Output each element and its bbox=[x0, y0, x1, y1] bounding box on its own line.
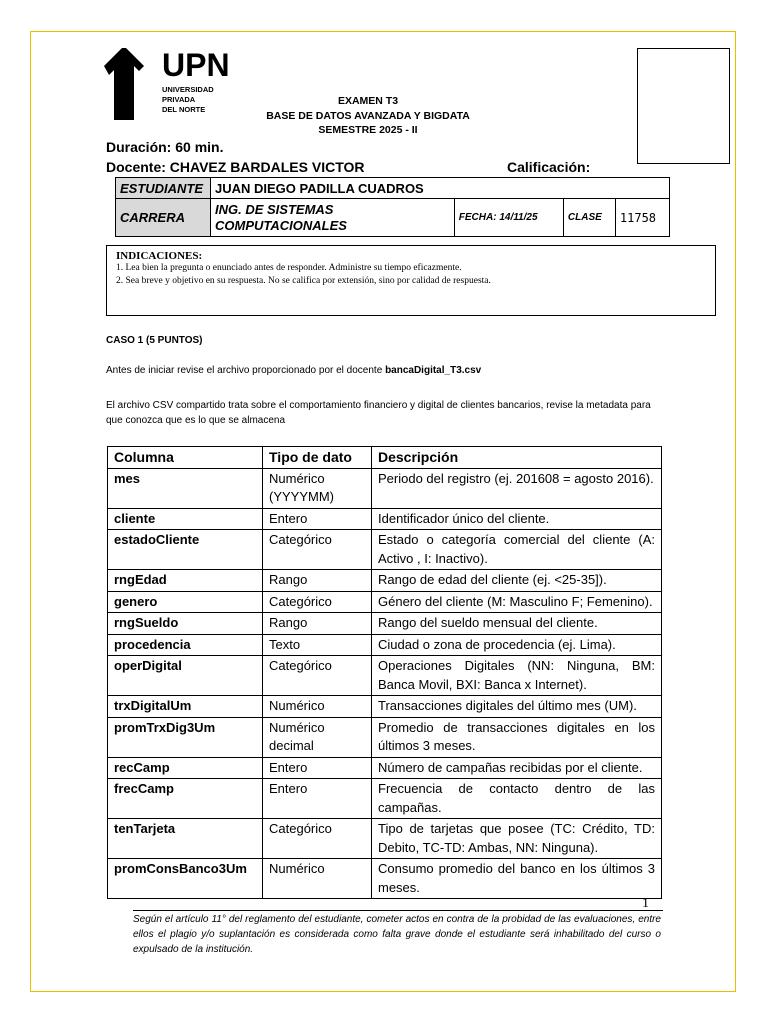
column-name-cell: operDigital bbox=[108, 656, 263, 696]
description-cell: Estado o categoría comercial del cliente (A: Activo , I: Inactivo). bbox=[372, 530, 662, 570]
duration: Duración: 60 min. bbox=[106, 139, 224, 155]
column-name-cell: estadoCliente bbox=[108, 530, 263, 570]
table-row bbox=[108, 757, 662, 779]
data-type-cell: Categórico bbox=[263, 819, 372, 859]
column-name-cell: mes bbox=[108, 468, 263, 508]
data-type-cell: Entero bbox=[263, 757, 372, 779]
table-row bbox=[108, 613, 662, 635]
logo-subtitle: UNIVERSIDAD PRIVADA DEL NORTE bbox=[162, 85, 214, 114]
column-name-cell: cliente bbox=[108, 508, 263, 530]
footer-divider bbox=[133, 910, 663, 911]
header-column: Columna bbox=[108, 447, 263, 469]
description-cell: Consumo promedio del banco en los últimos 3 meses. bbox=[372, 859, 662, 899]
class-value: 11758 bbox=[615, 199, 669, 237]
student-name: JUAN DIEGO PADILLA CUADROS bbox=[211, 178, 670, 199]
career-value: ING. DE SISTEMAS COMPUTACIONALES bbox=[211, 199, 455, 237]
data-type-cell: Numérico bbox=[263, 696, 372, 718]
data-type-cell: Numérico bbox=[263, 859, 372, 899]
column-name-cell: frecCamp bbox=[108, 779, 263, 819]
description-cell: Periodo del registro (ej. 201608 = agosto 2016). bbox=[372, 468, 662, 508]
photo-box bbox=[637, 48, 730, 164]
instructions-title: INDICACIONES: bbox=[116, 250, 203, 262]
instruction-item: 2. Sea breve y objetivo en su respuesta. No se califica por extensión, sino por calidad de respuesta. bbox=[116, 276, 491, 286]
description-cell: Rango del sueldo mensual del cliente. bbox=[372, 613, 662, 635]
description-cell: Género del cliente (M: Masculino F; Femenino). bbox=[372, 591, 662, 613]
table-row bbox=[108, 508, 662, 530]
description-cell: Ciudad o zona de procedencia (ej. Lima). bbox=[372, 634, 662, 656]
footer-note: Según el artículo 11° del reglamento del estudiante, cometer actos en contra de la probidad de las evaluaciones, entre ellos el plagio y/o suplantación es considerada como falta grave donde el estudiante será inhabilitado del curso o expulsado de la institución. bbox=[133, 914, 661, 955]
career-label: CARRERA bbox=[116, 199, 211, 237]
description-cell: Promedio de transacciones digitales en los últimos 3 meses. bbox=[372, 717, 662, 757]
data-type-cell: Texto bbox=[263, 634, 372, 656]
column-name-cell: trxDigitalUm bbox=[108, 696, 263, 718]
student-label: ESTUDIANTE bbox=[116, 178, 211, 199]
intro-paragraph: Antes de iniciar revise el archivo proporcionado por el docente bancaDigital_T3.csv bbox=[106, 365, 482, 376]
table-row bbox=[108, 779, 662, 819]
table-row bbox=[108, 468, 662, 508]
column-name-cell: recCamp bbox=[108, 757, 263, 779]
data-type-cell: Rango bbox=[263, 613, 372, 635]
instructions-box bbox=[106, 245, 716, 316]
column-name-cell: promTrxDig3Um bbox=[108, 717, 263, 757]
column-name-cell: rngSueldo bbox=[108, 613, 263, 635]
column-name-cell: tenTarjeta bbox=[108, 819, 263, 859]
description-cell: Número de campañas recibidas por el cliente. bbox=[372, 757, 662, 779]
data-type-cell: Categórico bbox=[263, 656, 372, 696]
description-cell: Identificador único del cliente. bbox=[372, 508, 662, 530]
table-row bbox=[108, 634, 662, 656]
column-name-cell: procedencia bbox=[108, 634, 263, 656]
description-cell: Transacciones digitales del último mes (UM). bbox=[372, 696, 662, 718]
data-type-cell: Entero bbox=[263, 779, 372, 819]
data-type-cell: Categórico bbox=[263, 591, 372, 613]
table-row bbox=[108, 859, 662, 899]
table-row bbox=[108, 717, 662, 757]
description-cell: Operaciones Digitales (NN: Ninguna, BM: Banca Movil, BXI: Banca x Internet). bbox=[372, 656, 662, 696]
description-paragraph: El archivo CSV compartido trata sobre el comportamiento financiero y digital de clientes bancarios, revise la metadata para que conozca que es lo que se almacena bbox=[106, 400, 651, 426]
data-type-cell: Numérico (YYYYMM) bbox=[263, 468, 372, 508]
class-label: CLASE bbox=[563, 199, 615, 237]
header-description: Descripción bbox=[372, 447, 662, 469]
table-row bbox=[108, 591, 662, 613]
table-row bbox=[108, 530, 662, 570]
table-row bbox=[108, 656, 662, 696]
description-cell: Frecuencia de contacto dentro de las campañas. bbox=[372, 779, 662, 819]
instruction-item: 1. Lea bien la pregunta o enunciado antes de responder. Administre su tiempo eficazmente. bbox=[116, 263, 462, 273]
metadata-table bbox=[107, 446, 662, 899]
column-name-cell: rngEdad bbox=[108, 570, 263, 592]
table-row bbox=[108, 570, 662, 592]
grade-label: Calificación: bbox=[507, 159, 591, 175]
column-name-cell: promConsBanco3Um bbox=[108, 859, 263, 899]
header-type: Tipo de dato bbox=[263, 447, 372, 469]
file-name: bancaDigital_T3.csv bbox=[385, 365, 482, 376]
exam-date: FECHA: 14/11/25 bbox=[454, 199, 563, 237]
student-table bbox=[115, 177, 670, 237]
table-row bbox=[108, 696, 662, 718]
exam-header: EXAMEN T3 BASE DE DATOS AVANZADA Y BIGDATA SEMESTRE 2025 - II bbox=[266, 95, 470, 136]
data-type-cell: Categórico bbox=[263, 530, 372, 570]
table-row bbox=[108, 819, 662, 859]
description-cell: Rango de edad del cliente (ej. <25-35]). bbox=[372, 570, 662, 592]
case-title: CASO 1 (5 PUNTOS) bbox=[106, 335, 203, 346]
logo-name: UPN bbox=[162, 47, 230, 83]
column-name-cell: genero bbox=[108, 591, 263, 613]
data-type-cell: Rango bbox=[263, 570, 372, 592]
page-number: 1 bbox=[642, 896, 649, 911]
data-type-cell: Numérico decimal bbox=[263, 717, 372, 757]
data-type-cell: Entero bbox=[263, 508, 372, 530]
description-cell: Tipo de tarjetas que posee (TC: Crédito, TD: Debito, TC-TD: Ambas, NN: Ninguna). bbox=[372, 819, 662, 859]
teacher: Docente: CHAVEZ BARDALES VICTOR bbox=[106, 159, 365, 175]
